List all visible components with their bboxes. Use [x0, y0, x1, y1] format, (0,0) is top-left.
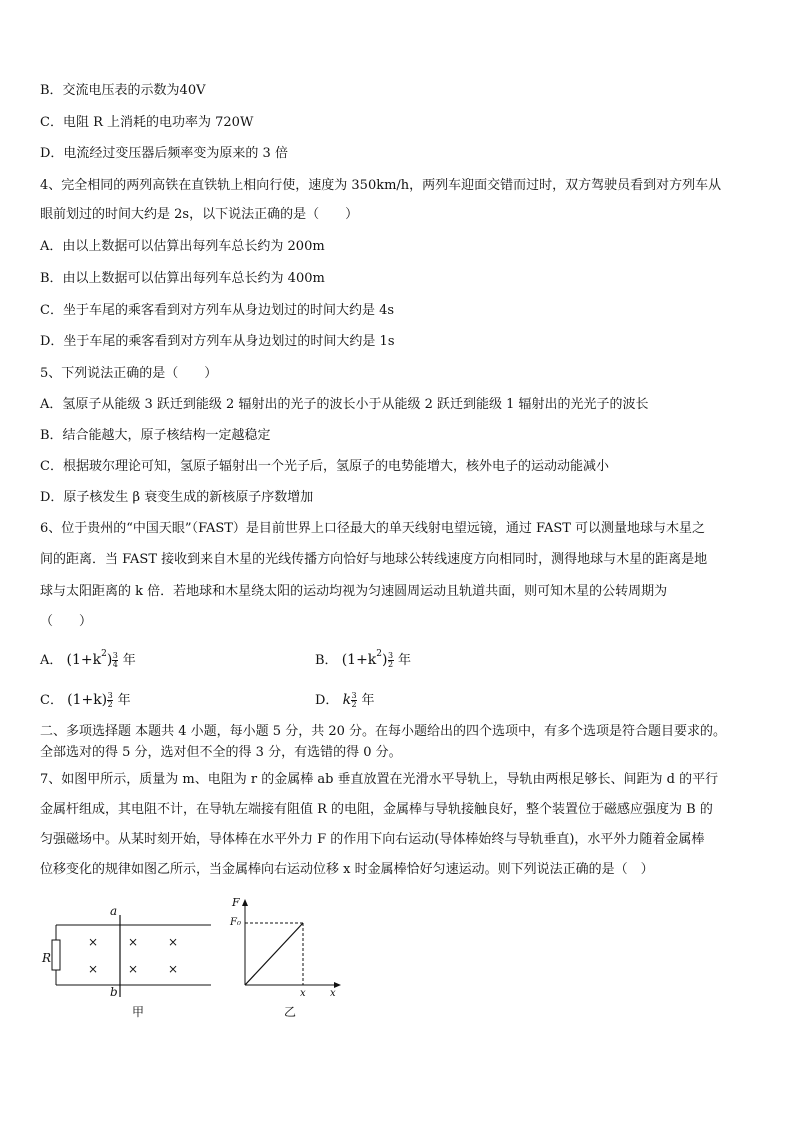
exp-denominator: 2	[351, 700, 357, 710]
exp-numerator: 3	[107, 691, 113, 701]
exp-numerator: 3	[112, 651, 118, 661]
option-c-formula	[67, 692, 118, 708]
label-b: b	[110, 985, 118, 999]
exp-denominator: 2	[387, 660, 394, 670]
option-d-label: D．	[315, 693, 339, 708]
q6-stem-line3: 球与太阳距离的 k 倍．若地球和木星绕太阳的运动均视为匀速圆周运动且轨道共面，则可知木星的公转周期为	[40, 584, 668, 599]
field-cross: ×	[168, 935, 179, 949]
q7-stem-line2: 金属杆组成，其电阻不计，在导轨左端接有阻值 R 的电阻，金属棒与导轨接触良好，整个装置位于磁感应强度为 B 的	[40, 802, 713, 817]
formula-exponent-fraction	[107, 692, 113, 709]
q4-option-a: A．由以上数据可以估算出每列车总长约为 200m	[40, 239, 325, 254]
option-a-formula	[66, 649, 123, 670]
formula-base: (1+k	[341, 652, 377, 668]
unit-label: 年	[397, 653, 411, 668]
q3-option-c: C．电阻 R 上消耗的电功率为 720W	[40, 115, 254, 130]
option-b-label: B．	[315, 653, 338, 668]
label-x-tick: x	[300, 988, 306, 999]
q6-paren: （ ）	[40, 614, 93, 629]
formula-inner-exponent: 2	[376, 649, 383, 659]
unit-label: 年	[117, 693, 131, 708]
formula-base: k	[342, 692, 352, 708]
q6-stem-line1: 6、位于贵州的“中国天眼”（FAST）是目前世界上口径最大的单天线射电望远镜，通过 FAST 可以测量地球与木星之	[40, 521, 706, 536]
formula-exponent-fraction	[388, 652, 394, 669]
q4-option-c: C．坐于车尾的乘客看到对方列车从身边划过的时间大约是 4s	[40, 303, 395, 318]
q4-option-d: D．坐于车尾的乘客看到对方列车从身边划过的时间大约是 1s	[40, 334, 395, 349]
formula-base: (1+k)	[67, 692, 108, 708]
exp-numerator: 3	[351, 691, 357, 701]
field-cross: ×	[88, 962, 99, 976]
exp-denominator: 4	[112, 660, 118, 670]
formula-exponent-fraction	[112, 652, 118, 669]
q5-option-a: A．氢原子从能级 3 跃迁到能级 2 辐射出的光子的波长小于从能级 2 跃迁到能级 1 辐射出的光光子的波长	[40, 397, 649, 412]
option-c-label: C．	[40, 693, 63, 708]
figure-yi-caption: 乙	[284, 1005, 297, 1019]
field-cross: ×	[168, 962, 179, 976]
label-F0: F₀	[230, 917, 241, 928]
exp-denominator: 2	[107, 700, 113, 710]
label-a: a	[110, 904, 118, 918]
f-axis-arrow	[242, 899, 248, 906]
exp-numerator: 3	[387, 651, 394, 661]
formula-close: )	[382, 652, 388, 668]
q5-option-c: C．根据玻尔理论可知，氢原子辐射出一个光子后，氢原子的电势能增大，核外电子的运动动能减小	[40, 459, 609, 474]
figure-jia-caption: 甲	[132, 1005, 145, 1019]
q5-option-d: D．原子核发生 β 衰变生成的新核原子序数增加	[40, 490, 314, 505]
q3-option-b: B．交流电压表的示数为40V	[40, 83, 206, 98]
q7-stem-line4: 位移变化的规律如图乙所示，当金属棒向右运动位移 x 时金属棒恰好匀速运动。则下列说法正确的是（ ）	[40, 862, 654, 877]
option-d-formula	[343, 692, 362, 708]
q6-stem-line2: 间的距离．当 FAST 接收到来自木星的光线传播方向恰好与地球公转线速度方向相同时，测得地球与木星的距离是地	[40, 552, 708, 567]
q6-option-c	[40, 692, 131, 709]
formula-inner-exponent: 2	[101, 649, 107, 659]
q4-stem-line1: 4、完全相同的两列高铁在直铁轨上相向行使，速度为 350km/h，两列车迎面交错而过时，双方驾驶员看到对方列车从	[40, 178, 722, 193]
section2-heading-line1: 二、多项选择题 本题共 4 小题，每小题 5 分，共 20 分。在每小题给出的四个选项中，有多个选项是符合题目要求的。	[40, 724, 727, 739]
q7-stem-line3: 匀强磁场中。从某时刻开始，导体棒在水平外力 F 的作用下向右运动(导体棒始终与导轨垂直)，水平外力随着金属棒	[40, 832, 705, 847]
q6-option-b	[315, 649, 411, 670]
figure-jia-circuit	[36, 905, 216, 1005]
option-b-formula	[341, 649, 398, 670]
label-R: R	[42, 951, 52, 965]
q3-option-d: D．电流经过变压器后频率变为原来的 3 倍	[40, 146, 288, 161]
option-a-label: A．	[40, 653, 63, 668]
unit-label: 年	[122, 653, 136, 668]
force-line	[245, 923, 303, 985]
unit-label: 年	[361, 693, 375, 708]
label-x-axis: x	[330, 988, 336, 999]
q6-option-d	[315, 692, 375, 709]
q6-option-a	[40, 649, 136, 670]
figure-yi-graph	[225, 895, 345, 995]
field-cross: ×	[88, 935, 99, 949]
q5-option-b: B．结合能越大，原子核结构一定越稳定	[40, 428, 271, 443]
label-F: F	[232, 896, 240, 909]
formula-exponent-fraction	[351, 692, 357, 709]
field-cross: ×	[128, 935, 139, 949]
formula-base: (1+k	[66, 652, 102, 668]
section2-heading-line2: 全部选对的得 5 分，选对但不全的得 3 分，有选错的得 0 分。	[40, 745, 402, 760]
formula-close: )	[106, 652, 113, 668]
field-cross: ×	[128, 962, 139, 976]
q5-stem: 5、下列说法正确的是（ ）	[40, 366, 218, 381]
q4-stem-line2: 眼前划过的时间大约是 2s，以下说法正确的是（ ）	[40, 207, 359, 222]
resistor-R	[52, 940, 60, 970]
q7-stem-line1: 7、如图甲所示，质量为 m、电阻为 r 的金属棒 ab 垂直放置在光滑水平导轨上，导轨由两根足够长、间距为 d 的平行	[40, 772, 719, 787]
q4-option-b: B．由以上数据可以估算出每列车总长约为 400m	[40, 271, 325, 286]
